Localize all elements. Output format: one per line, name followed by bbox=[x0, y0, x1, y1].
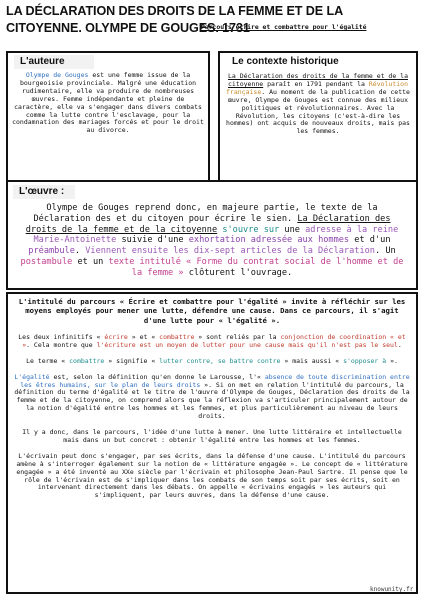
oeuvre-s2: s'ouvre sur bbox=[217, 224, 280, 235]
oeuvre-s6: exhortation adressée aux hommes bbox=[188, 235, 350, 246]
p1f: conjonction de coordination « et » bbox=[22, 332, 406, 349]
p2e: » mais aussi « bbox=[280, 356, 344, 365]
contexte-t1: paraît en 1791 pendant la bbox=[263, 79, 369, 88]
oeuvre-s7: et d'un bbox=[349, 235, 391, 246]
p1a: Les deux infinitifs « bbox=[18, 332, 105, 341]
oeuvre-s15: clôturent l'ouvrage. bbox=[183, 267, 293, 278]
oeuvre-s8: préambule bbox=[28, 246, 75, 257]
oeuvre-s9: . bbox=[74, 246, 86, 257]
p2d: lutter contre, se battre contre bbox=[159, 356, 281, 365]
auteur-rest: est une femme issue de la bourgeoisie provinciale. Malgré une éducation rudimentaire, elle va produire de nombreuses œuvres. Femme indépendante et pleine de caractère, elle va s'engager dans divers combats comme la lutte contre l'esclavage, pour la condamnation des mariages forcés et pour le droit au divorce. bbox=[12, 71, 204, 135]
oeuvre-box bbox=[6, 180, 418, 290]
contexte-revolution: Révolution française bbox=[226, 79, 409, 96]
oeuvre-work: La Déclaration des droits de la femme et de la citoyenne bbox=[25, 213, 391, 235]
parcours-body bbox=[14, 297, 410, 508]
oeuvre-s10: Viennent ensuite les dix-sept articles de la Déclaration bbox=[85, 246, 375, 257]
p1b: écrire bbox=[104, 332, 128, 341]
p3b: est, selon la définition qu'en donne le Larousse, l'« bbox=[49, 372, 265, 381]
p1e: » sont reliés par la bbox=[194, 332, 281, 341]
parcours-p3 bbox=[14, 374, 410, 421]
p1c: » et « bbox=[127, 332, 160, 341]
oeuvre-s3: une bbox=[279, 224, 306, 235]
watermark: knowunity.fr bbox=[370, 586, 414, 593]
auteur-text bbox=[12, 72, 204, 135]
parcours-link[interactable]: Parcours écrire et combattre pour l'égalité bbox=[201, 23, 367, 31]
oeuvre-label: L'œuvre : bbox=[13, 185, 75, 199]
oeuvre-s4: adresse à la reine Marie-Antoinette bbox=[33, 224, 399, 246]
oeuvre-s14: texte intitulé « Forme du contrat social de l'homme et de la femme » bbox=[108, 256, 404, 278]
p1i: . bbox=[397, 340, 402, 349]
p1h: l'écriture est un moyen de lutter pour une cause mais qu'il n'est pas le seul bbox=[96, 340, 398, 349]
p3d: ». Si on met en relation l'intitulé du parcours, la définition du terme d'égalité et le titre de l'œuvre d'Olympe de Gouges, Déclaration des droits de la femme et de la citoyenne, on comprend alors que la réflexion va s'articuler principalement autour de la notion d'égalité entre les hommes et les femmes, et plus particulièrement au niveau de leurs droits. bbox=[14, 380, 410, 421]
oeuvre-s5: suivie d'une bbox=[116, 235, 189, 246]
oeuvre-s11: . Un bbox=[374, 246, 396, 257]
p2g: ». bbox=[386, 356, 398, 365]
page-title: LA DÉCLARATION DES DROITS DE LA FEMME ET DE LA CITOYENNE. OLYMPE DE GOUGES. 1731 bbox=[6, 4, 343, 35]
auteur-box bbox=[6, 51, 210, 201]
p2f: s'opposer à bbox=[343, 356, 387, 365]
p1g: . Cela montre que bbox=[26, 340, 97, 349]
contexte-text bbox=[226, 73, 410, 136]
oeuvre-s1: Olympe de Gouges reprend donc, en majeure partie, le texte de la Déclaration des et du citoyen pour écrire le sien. bbox=[33, 203, 378, 224]
p2b: combattre bbox=[69, 356, 105, 365]
auteur-name: Olympe de Gouges bbox=[25, 71, 89, 79]
oeuvre-text bbox=[16, 203, 408, 279]
parcours-intro: L'intitulé du parcours « Écrire et combattre pour l'égalité » invite à réfléchir sur les moyens employés pour mener une lutte, défendre une cause. Dans ce parcours, il s'agit d'une lutte pour « l'égalité ». bbox=[18, 297, 406, 325]
auteur-label: L'auteure bbox=[14, 55, 94, 69]
p3a: L'égalité bbox=[14, 372, 50, 381]
parcours-p5: L'écrivain peut donc s'engager, par ses écrits, dans la défense d'une cause. L'intitulé du parcours amène à s'interroger également sur la notion de « littérature engagée ». Le concept de « littérature engagée » a été inventé au XXe siècle par l'écrivain et philosophe Jean-Paul Sartre. Il pense que le rôle de l'écrivain est de s'impliquer dans les combats de son temps soit par ses écrits, soit en intervenant directement dans les débats. On appelle « écrivains engagés » les auteurs qui s'impliquent, par leurs œuvres, dans la défense d'une cause. bbox=[16, 451, 408, 500]
oeuvre-s12: postambule bbox=[20, 256, 73, 267]
parcours-p2 bbox=[14, 358, 410, 366]
oeuvre-s13: et un bbox=[72, 256, 109, 267]
p2c: » signifie « bbox=[104, 356, 160, 365]
p1d: combattre bbox=[159, 332, 195, 341]
contexte-box bbox=[218, 51, 418, 201]
parcours-p4: Il y a donc, dans le parcours, l'idée d'une lutte à mener. Une lutte littéraire et intellectuelle mais dans un but concret : obtenir l'égalité entre les hommes et les femmes. bbox=[22, 428, 402, 444]
contexte-label: Le contexte historique bbox=[226, 55, 400, 69]
p3c: absence de toute discrimination entre les êtres humains, sur le plan de leurs droits bbox=[20, 372, 410, 389]
parcours-box bbox=[6, 292, 418, 594]
parcours-p1 bbox=[14, 334, 410, 350]
contexte-t2: . Au moment de la publication de cette œuvre, Olympe de Gouges est connue des milieux politiques et révolutionnaires. Avec la Révolution, les citoyens (c'est-à-dire les hommes) ont acquis de nouveaux droits, mais pas les femmes. bbox=[226, 87, 410, 136]
contexte-work: La Déclaration des droits de la femme et de la citoyenne bbox=[227, 72, 408, 88]
p2a: Le terme « bbox=[26, 356, 70, 365]
